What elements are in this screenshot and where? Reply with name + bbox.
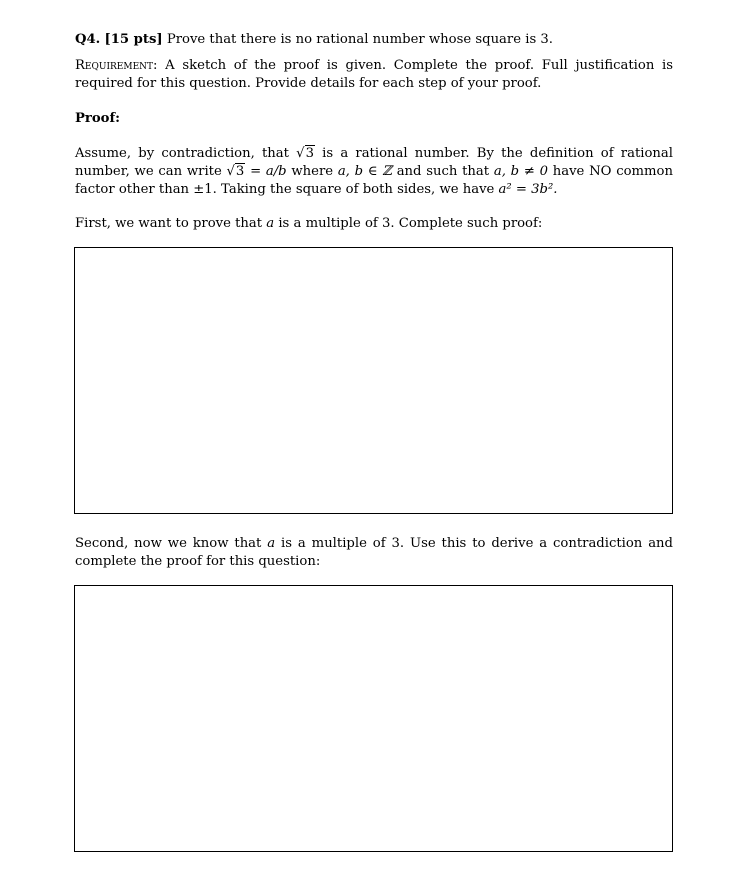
- question-line: [75, 31, 673, 49]
- proof-text-4: and such that: [396, 164, 490, 179]
- step1-instruction: [75, 215, 673, 233]
- step2-text-b: is a multiple of 3. Use this to derive a contradiction and complete the proof for this question:: [75, 536, 673, 569]
- step2-variable: a: [267, 536, 276, 551]
- set-membership: a, b ∈ ℤ: [337, 164, 392, 179]
- requirement-text: A sketch of the proof is given. Complete the proof. Full justification is required for this question. Provide details for each step of your proof.: [75, 58, 673, 91]
- proof-text-1: Assume, by contradiction, that: [75, 146, 289, 161]
- step1-variable: a: [266, 216, 275, 231]
- proof-paragraph: [75, 145, 673, 199]
- question-number: Q4.: [75, 32, 101, 47]
- exam-page: [75, 31, 673, 852]
- requirement-paragraph: [75, 57, 673, 93]
- answer-box-2[interactable]: [74, 585, 673, 852]
- sqrt-expression: √3: [296, 146, 314, 161]
- sqrt-radicand-2: 3: [235, 164, 245, 179]
- question-points: [15 pts]: [104, 32, 163, 47]
- question-prompt: Prove that there is no rational number whose square is 3.: [166, 32, 553, 47]
- requirement-label: Requirement:: [75, 58, 158, 73]
- sqrt-radicand: 3: [305, 146, 314, 161]
- proof-heading: Proof:: [75, 111, 120, 126]
- squared-equation: a² = 3b².: [498, 182, 558, 197]
- answer-box-1[interactable]: [74, 247, 673, 514]
- proof-text-3: where: [291, 164, 334, 179]
- step1-text-a: First, we want to prove that: [75, 216, 263, 231]
- proof-text-5: have NO common factor other than ±1. Taking the square of both sides, we have: [75, 164, 673, 197]
- step2-text-a: Second, now we know that: [75, 536, 262, 551]
- sqrt-expression-2: √3: [226, 164, 245, 179]
- step1-text-b: is a multiple of 3. Complete such proof:: [278, 216, 543, 231]
- proof-text-2: is a rational number. By the definition of rational number, we can write: [75, 146, 673, 179]
- equation-ratio: = a/b: [250, 164, 287, 179]
- nonzero-condition: a, b ≠ 0: [493, 164, 548, 179]
- step2-instruction: [75, 535, 673, 571]
